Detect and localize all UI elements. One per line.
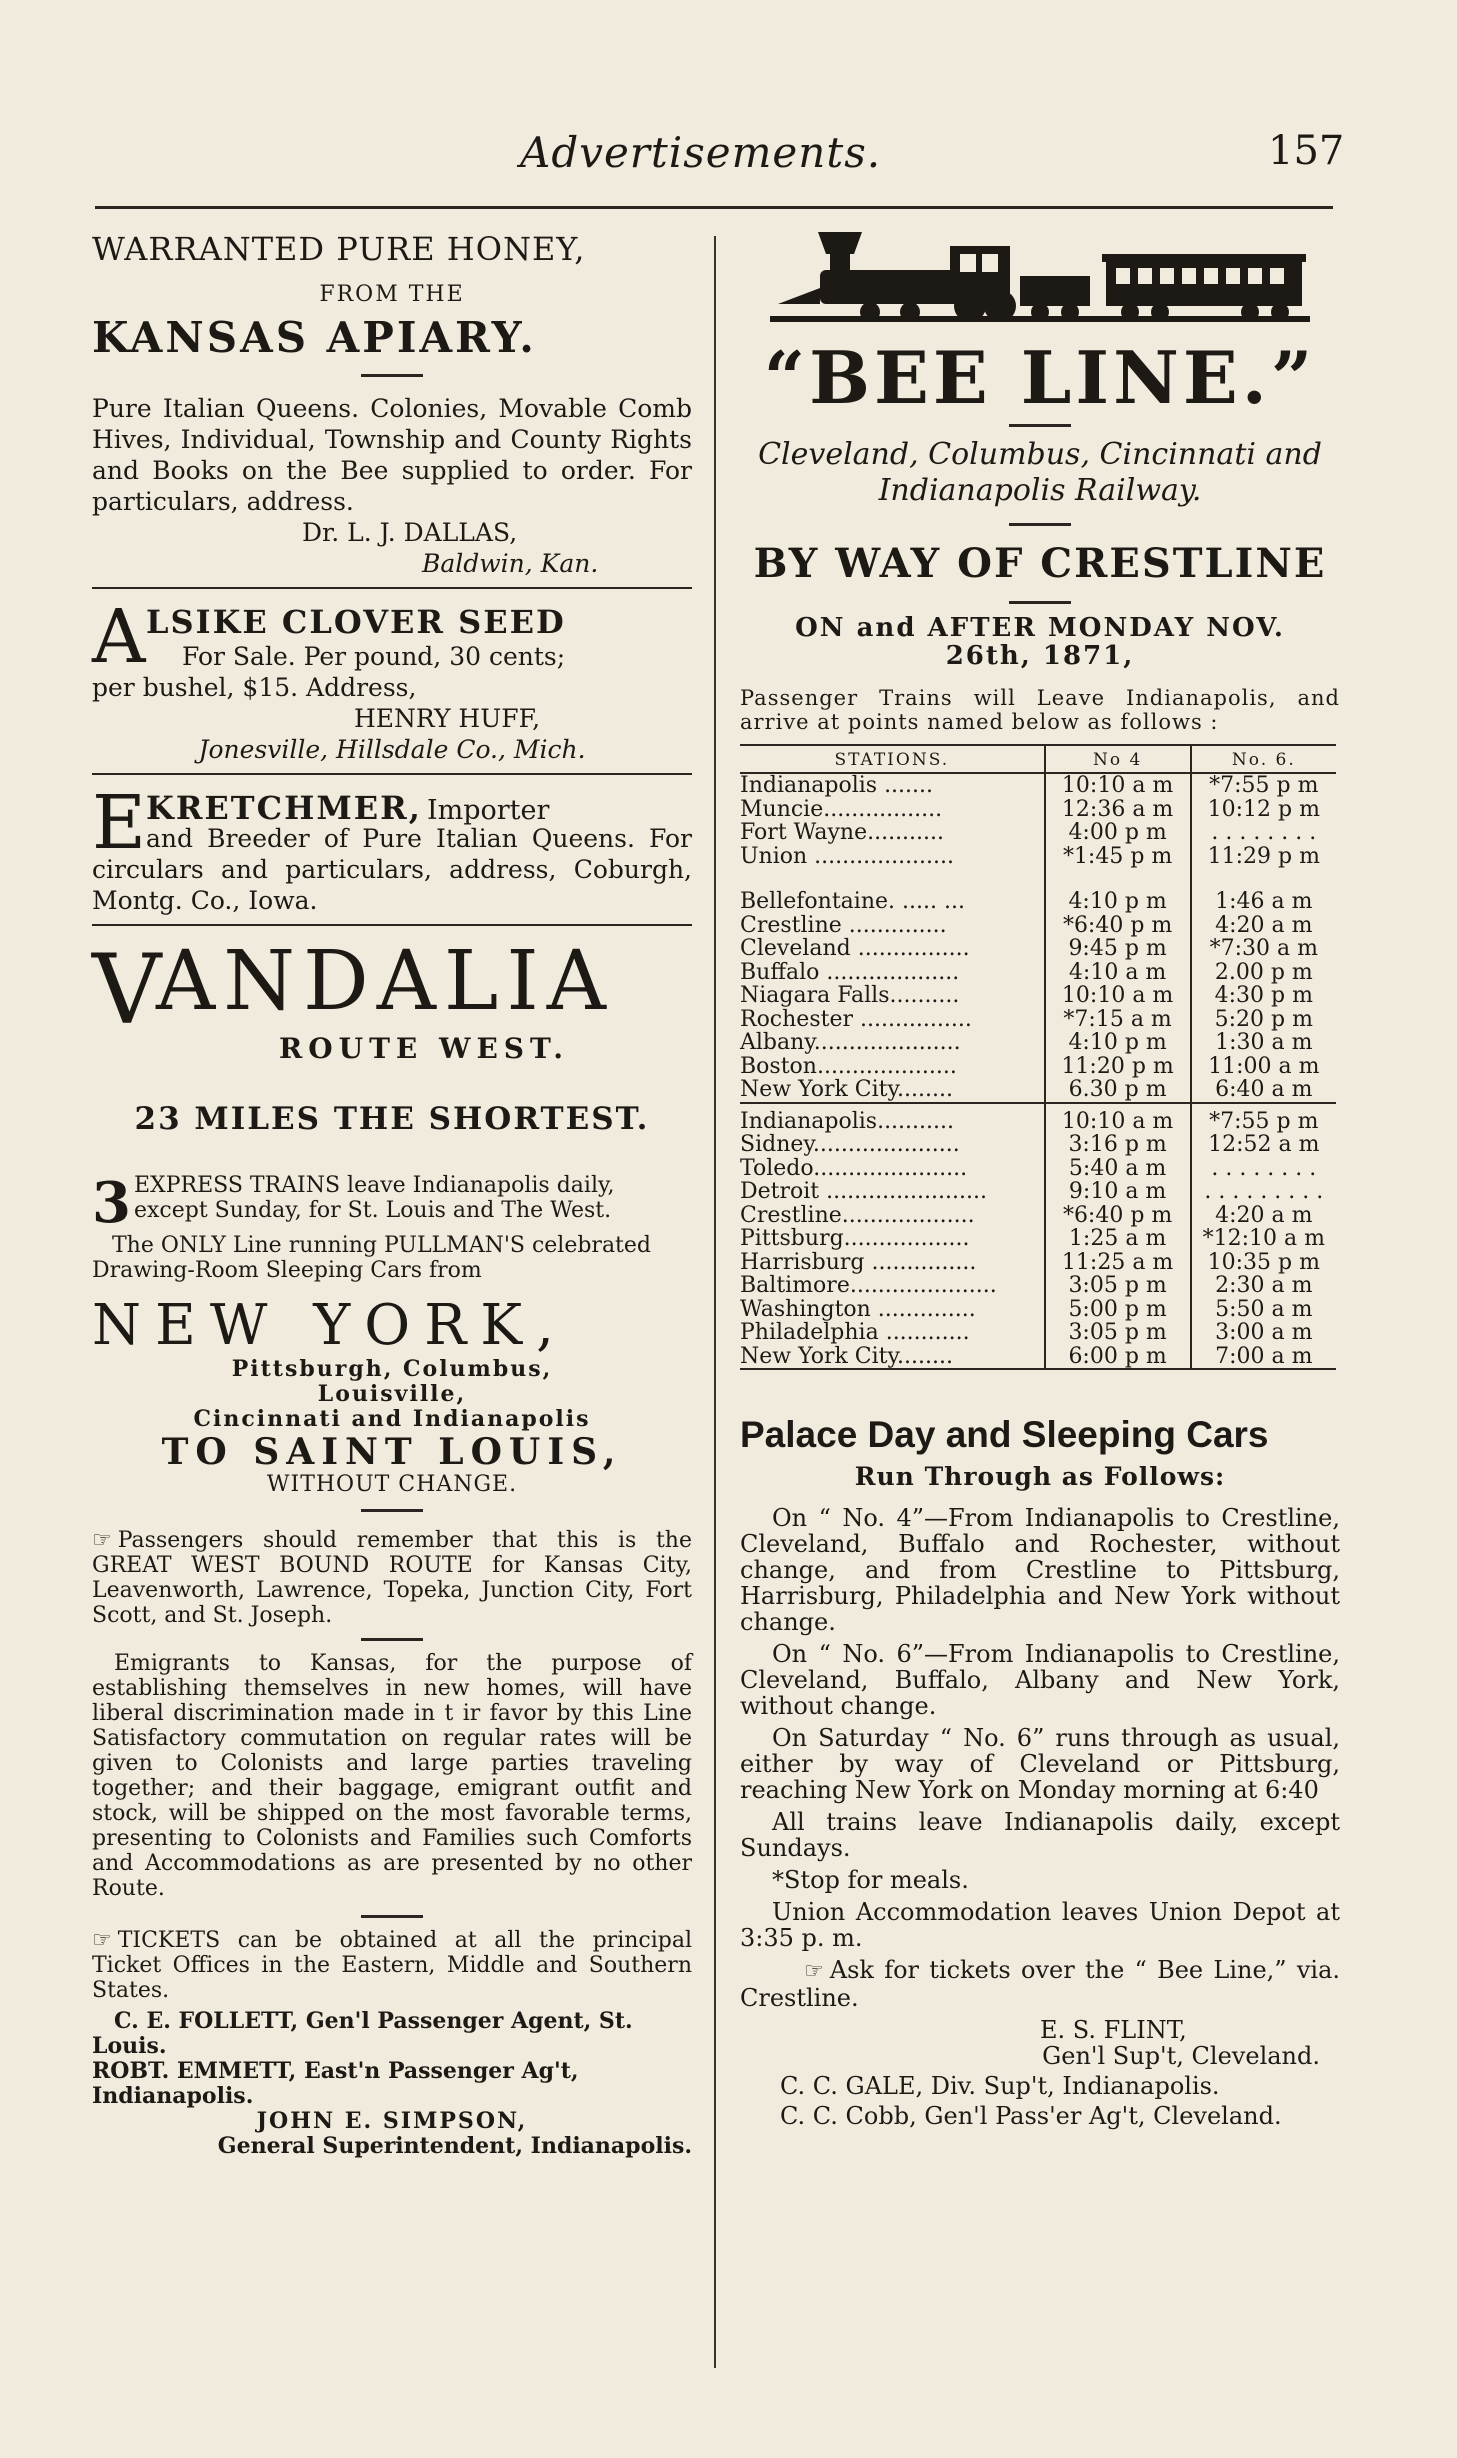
timetable-row: [740, 845, 1336, 869]
header-no4: No 4: [1045, 745, 1191, 773]
cities-line-3: Cincinnati and Indianapolis: [193, 1406, 591, 1432]
kretchmer-ad: [92, 780, 692, 916]
simpson-name: JOHN E. SIMPSON,: [256, 2108, 528, 2134]
honey-heading: WARRANTED PURE HONEY,: [92, 230, 586, 268]
train-no4-time: *6:40 p m: [1045, 1204, 1191, 1228]
kretchmer-body: and Breeder of Pure Italian Queens. For circulars and particulars, address, Coburgh, Montg. Co., Iowa.: [92, 824, 692, 915]
station-name: Rochester ................: [740, 1006, 972, 1032]
note-daily: All trains leave Indianapolis daily, except Sundays.: [740, 1808, 1340, 1862]
emigrants-text: Emigrants to Kansas, for the purpose of establishing themselves in new homes, will have liberal discrimination made in t ir favor by this Line Satisfactory commutation on regular rates will be given to Colonists and large parties traveling together; and their baggage, emigrant outfit and stock, will be shipped on the most favorable terms, presenting to Colonists and Families such Comforts and Accommodations as are presented by no other Route.: [92, 1651, 692, 1901]
station-name: Buffalo ...................: [740, 959, 960, 985]
palace-cars-heading: Palace Day and Sleeping Cars: [740, 1414, 1269, 1455]
train-no6-time: *7:55 p m: [1191, 1110, 1336, 1134]
alsike-block: [92, 594, 692, 680]
timetable-row: [740, 1031, 1336, 1055]
express-text: EXPRESS TRAINS leave Indianapolis daily, except Sunday, for St. Louis and The West.: [134, 1173, 615, 1223]
train-no4-time: 9:10 a m: [1045, 1180, 1191, 1204]
station-name: Pittsburg..................: [740, 1226, 970, 1251]
note-no4: On “ No. 4”—From Indianapolis to Crestline, Cleveland, Buffalo and Rochester, without change, and from Crestline to Pittsburg, Harrisburg, Philadelphia and New York without change.: [740, 1504, 1340, 1636]
train-no6-time: 11:29 p m: [1191, 845, 1336, 869]
flint-title: Gen'l Sup't, Cleveland.: [1042, 2042, 1320, 2070]
train-no6-time: 12:52 a m: [1191, 1133, 1336, 1157]
station-name: Boston....................: [740, 1053, 957, 1079]
train-no4-time: 9:45 p m: [1045, 937, 1191, 961]
train-no4-time: 4:10 p m: [1045, 890, 1191, 914]
train-no4-time: 4:00 p m: [1045, 821, 1191, 845]
station-name: Fort Wayne...........: [740, 820, 945, 845]
timetable-header-row: [740, 745, 1336, 773]
train-no4-time: 3:05 p m: [1045, 1274, 1191, 1298]
train-no6-time: 10:12 p m: [1191, 798, 1336, 822]
section-rule: [92, 924, 692, 926]
timetable-row: [740, 1321, 1336, 1345]
pointing-hand-icon: ☞: [804, 1959, 824, 1984]
train-no6-time: 11:00 a m: [1191, 1055, 1336, 1079]
cities-line-2: Louisville,: [317, 1381, 467, 1407]
train-engraving: [770, 224, 1310, 334]
vandalia-title: ANDALIA: [156, 934, 614, 1029]
on-and-after-line2: 26th, 1871,: [945, 641, 1135, 671]
train-no6-time: 5:20 p m: [1191, 1008, 1336, 1032]
note-saturday: On Saturday “ No. 6” runs through as usual, either by way of Cleveland or Pittsburg, reaching New York on Monday morning at 6:40: [740, 1724, 1340, 1804]
kretchmer-heading: KRETCHMER,: [146, 789, 422, 827]
alsike-dropcap: A: [92, 594, 146, 680]
remember-text: [92, 1528, 692, 1628]
short-rule: [1009, 601, 1071, 604]
timetable-row: [740, 1204, 1336, 1228]
station-name: Harrisburg ...............: [740, 1249, 977, 1275]
right-column: [740, 222, 1340, 2129]
timetable-row: [740, 1180, 1336, 1204]
train-no6-time: 10:35 p m: [1191, 1251, 1336, 1275]
pointing-hand-icon: ☞: [92, 1928, 112, 1953]
section-rule: [92, 587, 692, 589]
station-name: Sidney.....................: [740, 1132, 960, 1157]
passenger-trains-text: Passenger Trains will Leave Indianapolis, and arrive at points named below as follows :: [740, 686, 1340, 734]
station-name: New York City........: [740, 1343, 953, 1369]
cities-line-1: Pittsburgh, Columbus,: [231, 1356, 553, 1382]
alsike-line3: per bushel, $15. Address,: [92, 673, 417, 702]
on-and-after-line1: ON and AFTER MONDAY NOV.: [795, 613, 1285, 643]
note-union-accommodation: Union Accommodation leaves Union Depot at 3:35 p. m.: [740, 1898, 1340, 1952]
timetable-row: [740, 1055, 1336, 1079]
without-change: WITHOUT CHANGE.: [266, 1472, 518, 1497]
train-no4-time: 3:16 p m: [1045, 1133, 1191, 1157]
cobb-line: C. C. Cobb, Gen'l Pass'er Ag't, Cleveland.: [780, 2102, 1282, 2130]
train-no4-time: 12:36 a m: [1045, 798, 1191, 822]
locomotive-icon: [770, 224, 1310, 334]
train-no6-time: 2:30 a m: [1191, 1274, 1336, 1298]
station-name: Indianapolis .......: [740, 773, 934, 798]
short-rule: [1009, 424, 1071, 427]
station-name: Albany.....................: [740, 1030, 961, 1055]
train-no6-time: 1:30 a m: [1191, 1031, 1336, 1055]
train-no6-time: 2.00 p m: [1191, 961, 1336, 985]
train-no4-time: 5:00 p m: [1045, 1298, 1191, 1322]
train-no6-time: *7:30 a m: [1191, 937, 1336, 961]
palace-notes: [740, 1505, 1340, 2129]
train-no4-time: 11:20 p m: [1045, 1055, 1191, 1079]
station-name: Crestline...................: [740, 1202, 975, 1228]
train-no6-time: *12:10 a m: [1191, 1227, 1336, 1251]
vandalia-ad: [92, 934, 692, 2159]
short-rule: [1009, 523, 1071, 526]
timetable-row: [740, 798, 1336, 822]
follett-line: C. E. FOLLETT, Gen'l Passenger Agent, St. Louis.: [92, 2008, 633, 2059]
station-name: Crestline ..............: [740, 912, 947, 938]
station-name: Detroit .......................: [740, 1179, 987, 1204]
train-no4-time: 10:10 a m: [1045, 1110, 1191, 1134]
pointing-hand-icon: ☞: [92, 1528, 112, 1553]
alsike-place: Jonesville, Hillsdale Co., Mich.: [198, 735, 586, 764]
train-no4-time: *7:15 a m: [1045, 1008, 1191, 1032]
header-no6: No. 6.: [1191, 745, 1336, 773]
alsike-line2: For Sale. Per pound, 30 cents;: [182, 642, 566, 671]
flint-name: E. S. FLINT,: [1040, 2016, 1187, 2044]
timetable-row: [740, 1251, 1336, 1275]
train-no4-time: 1:25 a m: [1045, 1227, 1191, 1251]
tickets-body: TICKETS can be obtained at all the principal Ticket Offices in the Eastern, Middle and Southern States.: [92, 1928, 692, 2003]
vandalia-route-west: ROUTE WEST.: [279, 1032, 569, 1065]
station-name: Baltimore.....................: [740, 1273, 997, 1298]
timetable-row: [740, 1078, 1336, 1103]
gale-line: C. C. GALE, Div. Sup't, Indianapolis.: [780, 2072, 1220, 2100]
express-number: 3: [92, 1170, 131, 1236]
short-rule: [361, 374, 423, 377]
pullman-text: The ONLY Line running PULLMAN'S celebrated Drawing-Room Sleeping Cars from: [92, 1233, 651, 1283]
station-name: Washington ..............: [740, 1296, 976, 1322]
running-header-title: Advertisements.: [520, 128, 882, 177]
train-no6-time: *7:55 p m: [1191, 773, 1336, 798]
timetable-row: [740, 773, 1336, 798]
train-no6-time: 1:46 a m: [1191, 890, 1336, 914]
train-no4-time: 6.30 p m: [1045, 1078, 1191, 1103]
train-no4-time: 6:00 p m: [1045, 1345, 1191, 1369]
station-name: Cleveland ................: [740, 936, 970, 961]
alsike-ad: [92, 594, 692, 765]
kretchmer-importer: Importer: [426, 795, 550, 826]
kretchmer-block: [92, 780, 692, 866]
short-rule: [361, 1509, 423, 1512]
train-no4-time: *6:40 p m: [1045, 914, 1191, 938]
timetable-row: [740, 937, 1336, 961]
train-no6-time: . . . . . . . .: [1191, 821, 1336, 845]
page-number: 157: [1268, 128, 1345, 174]
train-no6-time: . . . . . . . .: [1191, 1157, 1336, 1181]
train-no6-time: 6:40 a m: [1191, 1078, 1336, 1103]
honey-apiary: KANSAS APIARY.: [92, 313, 537, 362]
column-divider: [714, 236, 716, 2368]
station-name: Toledo......................: [740, 1155, 968, 1181]
note-stop-meals: *Stop for meals.: [772, 1866, 969, 1894]
timetable-row: [740, 1227, 1336, 1251]
train-no6-time: 3:00 a m: [1191, 1321, 1336, 1345]
station-name: Bellefontaine. ..... ...: [740, 889, 965, 914]
kretchmer-dropcap: E: [92, 780, 147, 866]
train-no4-time: 4:10 a m: [1045, 961, 1191, 985]
timetable-row: [740, 1345, 1336, 1369]
train-no4-time: 3:05 p m: [1045, 1321, 1191, 1345]
timetable-body: [740, 773, 1336, 1368]
short-rule: [361, 1915, 423, 1918]
alsike-heading: LSIKE CLOVER SEED: [146, 603, 566, 641]
train-no4-time: 4:10 p m: [1045, 1031, 1191, 1055]
train-no4-time: 11:25 a m: [1045, 1251, 1191, 1275]
timetable-row: [740, 1298, 1336, 1322]
ask-tickets-body: Ask for tickets over the “ Bee Line,” via. Crestline.: [740, 1956, 1340, 2012]
timetable-gap: [740, 868, 1336, 890]
timetable-row: [740, 890, 1336, 914]
timetable-row: [740, 1008, 1336, 1032]
short-rule: [361, 1638, 423, 1641]
honey-ad: [92, 230, 692, 579]
train-no6-time: 7:00 a m: [1191, 1345, 1336, 1369]
station-name: Muncie.................: [740, 796, 943, 822]
timetable-row: [740, 1157, 1336, 1181]
train-no4-time: 10:10 a m: [1045, 773, 1191, 798]
new-york-heading: NEW YORK,: [92, 1293, 568, 1358]
note-no6: On “ No. 6”—From Indianapolis to Crestline, Cleveland, Buffalo, Albany and New York, without change.: [740, 1640, 1340, 1720]
vandalia-dropcap: V: [92, 934, 162, 1046]
left-column: [92, 222, 692, 2159]
honey-signature: Dr. L. J. DALLAS,: [302, 518, 518, 547]
timetable: [740, 744, 1336, 1368]
train-no6-time: 4:30 p m: [1191, 984, 1336, 1008]
honey-body: Pure Italian Queens. Colonies, Movable Comb Hives, Individual, Township and County Rights and Books on the Bee supplied to order. For particulars, address.: [92, 394, 692, 516]
header-rule: [95, 206, 1333, 209]
run-through-heading: Run Through as Follows:: [854, 1462, 1226, 1491]
section-rule: [92, 773, 692, 775]
timetable-row: [740, 821, 1336, 845]
emmett-line: ROBT. EMMETT, East'n Passenger Ag't, Indianapolis.: [92, 2058, 579, 2109]
train-no6-time: . . . . . . . . .: [1191, 1180, 1336, 1204]
station-name: New York City........: [740, 1077, 953, 1102]
train-no6-time: 4:20 a m: [1191, 1204, 1336, 1228]
simpson-title: General Superintendent, Indianapolis.: [217, 2133, 692, 2159]
railway-name: Cleveland, Columbus, Cincinnati and Indianapolis Railway.: [758, 437, 1322, 508]
alsike-name: HENRY HUFF,: [354, 704, 541, 733]
header-stations: STATIONS.: [740, 745, 1045, 773]
train-no6-time: 5:50 a m: [1191, 1298, 1336, 1322]
timetable-row: [740, 1110, 1336, 1134]
timetable-row: [740, 984, 1336, 1008]
station-name: Union ....................: [740, 843, 955, 869]
station-name: Philadelphia ............: [740, 1320, 970, 1345]
train-no4-time: *1:45 p m: [1045, 845, 1191, 869]
vandalia-shortest: 23 MILES THE SHORTEST.: [134, 1101, 650, 1137]
train-no4-time: 10:10 a m: [1045, 984, 1191, 1008]
timetable-row: [740, 1133, 1336, 1157]
station-name: Niagara Falls..........: [740, 983, 960, 1008]
remember-body: Passengers should remember that this is the GREAT WEST BOUND ROUTE for Kansas City, Leavenworth, Lawrence, Topeka, Junction City, Fort Scott, and St. Joseph.: [92, 1528, 692, 1628]
train-no4-time: 5:40 a m: [1045, 1157, 1191, 1181]
tickets-text: [92, 1928, 692, 2003]
note-ask-tickets: [740, 1957, 1340, 2011]
by-way-of-crestline: BY WAY OF CRESTLINE: [753, 540, 1327, 587]
station-name: Indianapolis...........: [740, 1108, 954, 1134]
timetable-row: [740, 914, 1336, 938]
train-no6-time: 4:20 a m: [1191, 914, 1336, 938]
honey-from: FROM THE: [319, 282, 465, 307]
timetable-row: [740, 961, 1336, 985]
bee-line-title: “BEE LINE.”: [763, 335, 1317, 420]
vandalia-title-block: [92, 934, 692, 1065]
express-block: [92, 1170, 692, 1236]
honey-place: Baldwin, Kan.: [422, 549, 599, 578]
to-saint-louis: TO SAINT LOUIS,: [161, 1431, 623, 1473]
timetable-row: [740, 1274, 1336, 1298]
